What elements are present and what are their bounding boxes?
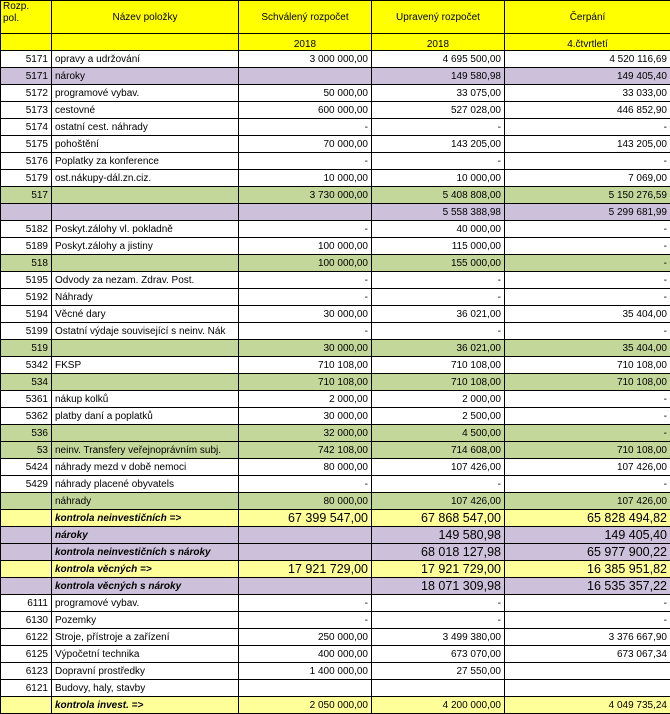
cell-approved: 100 000,00 — [239, 238, 372, 255]
cell-spending: 107 426,00 — [505, 459, 670, 476]
cell-spending: - — [505, 289, 670, 306]
table-row — [1, 357, 670, 374]
cell-item-name: nároky — [52, 68, 239, 85]
header-adjusted-budget: Upravený rozpočet — [372, 1, 505, 34]
table-row — [1, 510, 670, 527]
cell-spending: 710 108,00 — [505, 357, 670, 374]
table-row — [1, 663, 670, 680]
cell-item-name: nároky — [52, 527, 239, 544]
cell-spending: - — [505, 255, 670, 272]
cell-adjusted: 149 580,98 — [372, 527, 505, 544]
table-row — [1, 340, 670, 357]
cell-approved — [239, 544, 372, 561]
cell-item-name: neinv. Transfery veřejnoprávním subj. — [52, 442, 239, 459]
cell-item-name: kontrola invest. => — [52, 697, 239, 714]
cell-item-name: nákup kolků — [52, 391, 239, 408]
cell-adjusted: 714 608,00 — [372, 442, 505, 459]
cell-approved: 2 050 000,00 — [239, 697, 372, 714]
table-row — [1, 459, 670, 476]
table-row — [1, 374, 670, 391]
table-row — [1, 221, 670, 238]
cell-code: 534 — [1, 374, 52, 391]
cell-code — [1, 578, 52, 595]
cell-item-name: náhrady — [52, 493, 239, 510]
cell-approved: 17 921 729,00 — [239, 561, 372, 578]
cell-item-name: platby daní a poplatků — [52, 408, 239, 425]
table-row — [1, 629, 670, 646]
cell-adjusted: - — [372, 612, 505, 629]
cell-approved — [239, 527, 372, 544]
cell-code: 5424 — [1, 459, 52, 476]
cell-adjusted: - — [372, 119, 505, 136]
cell-code: 5174 — [1, 119, 52, 136]
cell-spending: - — [505, 272, 670, 289]
cell-spending: - — [505, 323, 670, 340]
cell-code: 5361 — [1, 391, 52, 408]
cell-code: 6121 — [1, 680, 52, 697]
cell-code: 517 — [1, 187, 52, 204]
table-row — [1, 680, 670, 697]
table-row — [1, 595, 670, 612]
cell-item-name: Pozemky — [52, 612, 239, 629]
cell-adjusted: 18 071 309,98 — [372, 578, 505, 595]
cell-item-name: kontrola věcných => — [52, 561, 239, 578]
cell-code — [1, 697, 52, 714]
cell-item-name: Náhrady — [52, 289, 239, 306]
cell-code: 5189 — [1, 238, 52, 255]
cell-code: 53 — [1, 442, 52, 459]
cell-code: 5171 — [1, 51, 52, 68]
cell-adjusted: - — [372, 153, 505, 170]
cell-adjusted: 33 075,00 — [372, 85, 505, 102]
cell-approved — [239, 204, 372, 221]
cell-adjusted: 27 550,00 — [372, 663, 505, 680]
cell-approved: 30 000,00 — [239, 306, 372, 323]
table-row — [1, 68, 670, 85]
cell-item-name — [52, 187, 239, 204]
table-row — [1, 85, 670, 102]
cell-code: 5195 — [1, 272, 52, 289]
cell-spending: - — [505, 476, 670, 493]
cell-adjusted: 5 408 808,00 — [372, 187, 505, 204]
cell-spending: - — [505, 119, 670, 136]
table-row — [1, 493, 670, 510]
cell-code: 6123 — [1, 663, 52, 680]
table-row — [1, 187, 670, 204]
cell-adjusted: 143 205,00 — [372, 136, 505, 153]
cell-code — [1, 493, 52, 510]
table-row — [1, 646, 670, 663]
cell-approved: 2 000,00 — [239, 391, 372, 408]
cell-spending: 35 404,00 — [505, 306, 670, 323]
cell-approved: - — [239, 612, 372, 629]
cell-adjusted: 68 018 127,98 — [372, 544, 505, 561]
table-row — [1, 578, 670, 595]
header-spending: Čerpání — [505, 1, 670, 34]
cell-approved: - — [239, 272, 372, 289]
cell-spending: - — [505, 425, 670, 442]
cell-adjusted: 10 000,00 — [372, 170, 505, 187]
cell-code: 5172 — [1, 85, 52, 102]
cell-item-name: programové vybav. — [52, 85, 239, 102]
cell-approved: 70 000,00 — [239, 136, 372, 153]
cell-item-name: programové vybav. — [52, 595, 239, 612]
cell-adjusted — [372, 680, 505, 697]
cell-adjusted: 17 921 729,00 — [372, 561, 505, 578]
cell-spending: - — [505, 153, 670, 170]
cell-approved: 710 108,00 — [239, 357, 372, 374]
cell-approved — [239, 578, 372, 595]
cell-adjusted: 40 000,00 — [372, 221, 505, 238]
cell-code — [1, 527, 52, 544]
cell-approved: 80 000,00 — [239, 493, 372, 510]
cell-adjusted: 67 868 547,00 — [372, 510, 505, 527]
cell-code: 5176 — [1, 153, 52, 170]
cell-adjusted: 107 426,00 — [372, 493, 505, 510]
cell-item-name: Poplatky za konference — [52, 153, 239, 170]
cell-adjusted: 710 108,00 — [372, 357, 505, 374]
cell-approved: 32 000,00 — [239, 425, 372, 442]
table-row — [1, 136, 670, 153]
cell-adjusted: - — [372, 476, 505, 493]
cell-approved: 742 108,00 — [239, 442, 372, 459]
cell-spending: 16 385 951,82 — [505, 561, 670, 578]
cell-spending — [505, 663, 670, 680]
cell-approved: 30 000,00 — [239, 340, 372, 357]
cell-adjusted: 4 500,00 — [372, 425, 505, 442]
cell-code: 519 — [1, 340, 52, 357]
cell-spending: 33 033,00 — [505, 85, 670, 102]
cell-code: 6130 — [1, 612, 52, 629]
cell-approved: - — [239, 323, 372, 340]
cell-spending: 16 535 357,22 — [505, 578, 670, 595]
header-approved-budget: Schválený rozpočet — [239, 1, 372, 34]
table-row — [1, 391, 670, 408]
cell-spending: - — [505, 595, 670, 612]
cell-spending: - — [505, 612, 670, 629]
cell-spending: 446 852,90 — [505, 102, 670, 119]
table-row — [1, 238, 670, 255]
cell-approved: - — [239, 595, 372, 612]
table-row — [1, 425, 670, 442]
cell-approved — [239, 680, 372, 697]
cell-spending: 107 426,00 — [505, 493, 670, 510]
cell-item-name: Odvody za nezam. Zdrav. Post. — [52, 272, 239, 289]
cell-adjusted: 155 000,00 — [372, 255, 505, 272]
cell-item-name: kontrola neinvestičních s nároky — [52, 544, 239, 561]
cell-item-name: Ostatní výdaje související s neinv. Nák — [52, 323, 239, 340]
cell-code: 5429 — [1, 476, 52, 493]
cell-approved: 80 000,00 — [239, 459, 372, 476]
cell-adjusted: - — [372, 323, 505, 340]
cell-adjusted: 115 000,00 — [372, 238, 505, 255]
table-row — [1, 442, 670, 459]
cell-spending: - — [505, 221, 670, 238]
cell-item-name: kontrola neinvestičních => — [52, 510, 239, 527]
cell-approved: 250 000,00 — [239, 629, 372, 646]
cell-spending: 4 049 735,24 — [505, 697, 670, 714]
cell-adjusted: - — [372, 272, 505, 289]
cell-item-name: Stroje, přístroje a zařízení — [52, 629, 239, 646]
cell-spending: 7 069,00 — [505, 170, 670, 187]
cell-item-name — [52, 340, 239, 357]
cell-adjusted: 3 499 380,00 — [372, 629, 505, 646]
cell-code: 518 — [1, 255, 52, 272]
header-adjusted-year: 2018 — [372, 34, 505, 51]
cell-code: 5342 — [1, 357, 52, 374]
cell-code: 5199 — [1, 323, 52, 340]
header-code: Rozp. pol. — [1, 1, 52, 34]
cell-adjusted: - — [372, 289, 505, 306]
cell-spending: - — [505, 391, 670, 408]
cell-code — [1, 544, 52, 561]
cell-spending: 35 404,00 — [505, 340, 670, 357]
cell-spending: - — [505, 408, 670, 425]
cell-adjusted: 107 426,00 — [372, 459, 505, 476]
cell-item-name: Výpočetní technika — [52, 646, 239, 663]
cell-spending: 673 067,34 — [505, 646, 670, 663]
cell-approved: 30 000,00 — [239, 408, 372, 425]
cell-approved: 50 000,00 — [239, 85, 372, 102]
cell-code: 5173 — [1, 102, 52, 119]
cell-item-name — [52, 255, 239, 272]
cell-spending: 143 205,00 — [505, 136, 670, 153]
table-row — [1, 527, 670, 544]
table-row — [1, 612, 670, 629]
cell-code: 536 — [1, 425, 52, 442]
table-row — [1, 51, 670, 68]
cell-item-name: náhrady placené obyvatels — [52, 476, 239, 493]
table-row — [1, 408, 670, 425]
cell-item-name — [52, 374, 239, 391]
header-code-sub — [1, 34, 52, 51]
cell-spending: 5 299 681,99 — [505, 204, 670, 221]
cell-item-name: Poskyt.zálohy a jistiny — [52, 238, 239, 255]
table-row — [1, 255, 670, 272]
table-row — [1, 204, 670, 221]
cell-approved: - — [239, 221, 372, 238]
cell-approved: 710 108,00 — [239, 374, 372, 391]
cell-code: 5171 — [1, 68, 52, 85]
table-row — [1, 544, 670, 561]
cell-adjusted: 710 108,00 — [372, 374, 505, 391]
cell-code: 5179 — [1, 170, 52, 187]
cell-code: 6111 — [1, 595, 52, 612]
cell-code: 5192 — [1, 289, 52, 306]
cell-code: 6125 — [1, 646, 52, 663]
cell-spending: 65 828 494,82 — [505, 510, 670, 527]
header-spending-period: 4.čtvrtletí — [505, 34, 670, 51]
cell-spending: - — [505, 238, 670, 255]
table-row — [1, 272, 670, 289]
table-row — [1, 476, 670, 493]
cell-approved: 3 000 000,00 — [239, 51, 372, 68]
cell-spending: 5 150 276,59 — [505, 187, 670, 204]
cell-approved: - — [239, 153, 372, 170]
table-row — [1, 289, 670, 306]
header-approved-year: 2018 — [239, 34, 372, 51]
cell-spending: 149 405,40 — [505, 68, 670, 85]
cell-adjusted: - — [372, 595, 505, 612]
cell-code — [1, 561, 52, 578]
cell-code — [1, 510, 52, 527]
cell-item-name — [52, 425, 239, 442]
cell-code: 5182 — [1, 221, 52, 238]
cell-approved: 100 000,00 — [239, 255, 372, 272]
cell-item-name: kontrola věcných s nároky — [52, 578, 239, 595]
cell-approved — [239, 68, 372, 85]
cell-approved: 600 000,00 — [239, 102, 372, 119]
cell-adjusted: 527 028,00 — [372, 102, 505, 119]
cell-item-name: Budovy, haly, stavby — [52, 680, 239, 697]
cell-approved: 10 000,00 — [239, 170, 372, 187]
table-row — [1, 119, 670, 136]
cell-adjusted: 5 558 388,98 — [372, 204, 505, 221]
table-row — [1, 697, 670, 714]
cell-code: 6122 — [1, 629, 52, 646]
cell-adjusted: 4 200 000,00 — [372, 697, 505, 714]
cell-approved: 1 400 000,00 — [239, 663, 372, 680]
cell-adjusted: 149 580,98 — [372, 68, 505, 85]
cell-adjusted: 673 070,00 — [372, 646, 505, 663]
cell-adjusted: 2 000,00 — [372, 391, 505, 408]
table-row — [1, 170, 670, 187]
cell-item-name: Věcné dary — [52, 306, 239, 323]
cell-item-name: náhrady mezd v době nemoci — [52, 459, 239, 476]
cell-adjusted: 36 021,00 — [372, 340, 505, 357]
cell-code: 5362 — [1, 408, 52, 425]
cell-approved: - — [239, 476, 372, 493]
cell-item-name: Poskyt.zálohy vl. pokladně — [52, 221, 239, 238]
cell-spending: 149 405,40 — [505, 527, 670, 544]
cell-adjusted: 4 695 500,00 — [372, 51, 505, 68]
cell-spending: 3 376 667,90 — [505, 629, 670, 646]
cell-adjusted: 36 021,00 — [372, 306, 505, 323]
cell-approved: 400 000,00 — [239, 646, 372, 663]
cell-spending: 65 977 900,22 — [505, 544, 670, 561]
cell-spending — [505, 680, 670, 697]
table-row — [1, 323, 670, 340]
cell-code — [1, 204, 52, 221]
cell-spending: 4 520 116,69 — [505, 51, 670, 68]
header-name-sub — [52, 34, 239, 51]
cell-item-name — [52, 204, 239, 221]
cell-code: 5194 — [1, 306, 52, 323]
cell-item-name: Dopravní prostředky — [52, 663, 239, 680]
cell-item-name: cestovné — [52, 102, 239, 119]
cell-approved: 3 730 000,00 — [239, 187, 372, 204]
cell-spending: 710 108,00 — [505, 442, 670, 459]
cell-approved: - — [239, 119, 372, 136]
table-row — [1, 102, 670, 119]
table-row — [1, 153, 670, 170]
cell-code: 5175 — [1, 136, 52, 153]
cell-item-name: opravy a udržování — [52, 51, 239, 68]
cell-item-name: ost.nákupy-dál.zn.ciz. — [52, 170, 239, 187]
cell-approved: - — [239, 289, 372, 306]
header-item-name: Název položky — [52, 1, 239, 34]
cell-item-name: ostatní cest. náhrady — [52, 119, 239, 136]
table-row — [1, 561, 670, 578]
cell-adjusted: 2 500,00 — [372, 408, 505, 425]
cell-approved: 67 399 547,00 — [239, 510, 372, 527]
cell-item-name: FKSP — [52, 357, 239, 374]
table-row — [1, 306, 670, 323]
cell-spending: 710 108,00 — [505, 374, 670, 391]
cell-item-name: pohoštění — [52, 136, 239, 153]
